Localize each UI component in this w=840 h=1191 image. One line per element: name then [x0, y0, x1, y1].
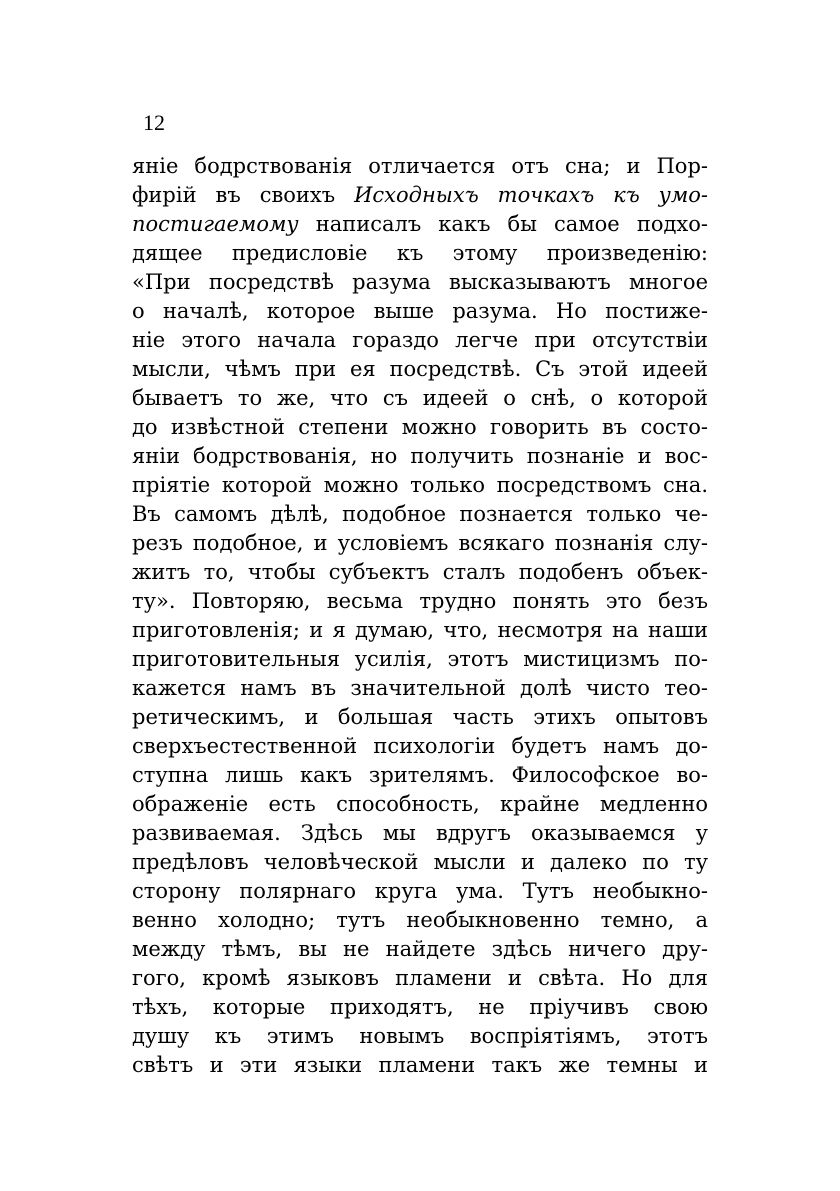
text-line: ніе этого начала гораздо легче при отсутствіи: [132, 328, 708, 352]
text-line: дящее предисловіе къ этому произведенію:: [132, 241, 708, 265]
text-line: приготовленія; и я думаю, что, несмотря на наши: [132, 618, 708, 642]
text-line: предѣловъ человѣческой мысли и далеко по ту: [132, 850, 708, 874]
text-line: до извѣстной степени можно говорить въ состо-: [132, 415, 708, 439]
text-line: мысли, чѣмъ при ея посредствѣ. Съ этой идеей: [132, 357, 708, 381]
text-line: бываетъ то же, что съ идеей о снѣ, о которой: [132, 386, 708, 410]
text-line: постигаемому написалъ какъ бы самое подхо-: [132, 212, 708, 236]
text-line: резъ подобное, и условіемъ всякаго познанія слу-: [132, 531, 708, 555]
text-line: приготовительныя усилія, этотъ мистицизмъ по-: [132, 647, 708, 671]
text-line: ступна лишь какъ зрителямъ. Философское во-: [132, 763, 708, 787]
italic-title: Исходныхъ точкахъ къ умо-: [354, 183, 708, 207]
text-line: ображеніе есть способность, крайне медленно: [132, 792, 708, 816]
text-line: тѣхъ, которые приходятъ, не пріучивъ свою: [132, 995, 708, 1019]
text-line: Въ самомъ дѣлѣ, подобное познается только че-: [132, 502, 708, 526]
text-line: душу къ этимъ новымъ воспріятіямъ, этотъ: [132, 1024, 708, 1048]
text-line: фирій въ своихъ Исходныхъ точкахъ къ умо-: [132, 183, 708, 207]
page-number: 12: [143, 110, 165, 135]
text-line: ту». Повторяю, весьма трудно понять это безъ: [132, 589, 708, 613]
text-line: ретическимъ, и большая часть этихъ опытовъ: [132, 705, 708, 729]
italic-title: постигаемому: [132, 212, 299, 236]
body-text: [132, 152, 708, 1080]
text-line: развиваемая. Здѣсь мы вдругъ оказываемся у: [132, 821, 708, 845]
text-line: яніе бодрствованія отличается отъ сна; и Пор-: [132, 154, 708, 178]
text-line: яніи бодрствованія, но получить познаніе и вос-: [132, 444, 708, 468]
text-line: житъ то, чтобы субъектъ сталъ подобенъ объек-: [132, 560, 708, 584]
text-line: венно холодно; тутъ необыкновенно темно, а: [132, 908, 708, 932]
text-line: кажется намъ въ значительной долѣ чисто тео-: [132, 676, 708, 700]
text-line: пріятіе которой можно только посредствомъ сна.: [132, 473, 708, 497]
text-line: сторону полярнаго круга ума. Тутъ необыкно-: [132, 879, 708, 903]
text-line: о началѣ, которое выше разума. Но постиже-: [132, 299, 708, 323]
text-line: свѣтъ и эти языки пламени такъ же темны и: [132, 1053, 708, 1077]
text-line: гого, кромѣ языковъ пламени и свѣта. Но для: [132, 966, 708, 990]
text-line: «При посредствѣ разума высказываютъ многое: [132, 270, 708, 294]
text-line: сверхъестественной психологіи будетъ намъ до-: [132, 734, 708, 758]
text-line: между тѣмъ, вы не найдете здѣсь ничего дру-: [132, 937, 708, 961]
